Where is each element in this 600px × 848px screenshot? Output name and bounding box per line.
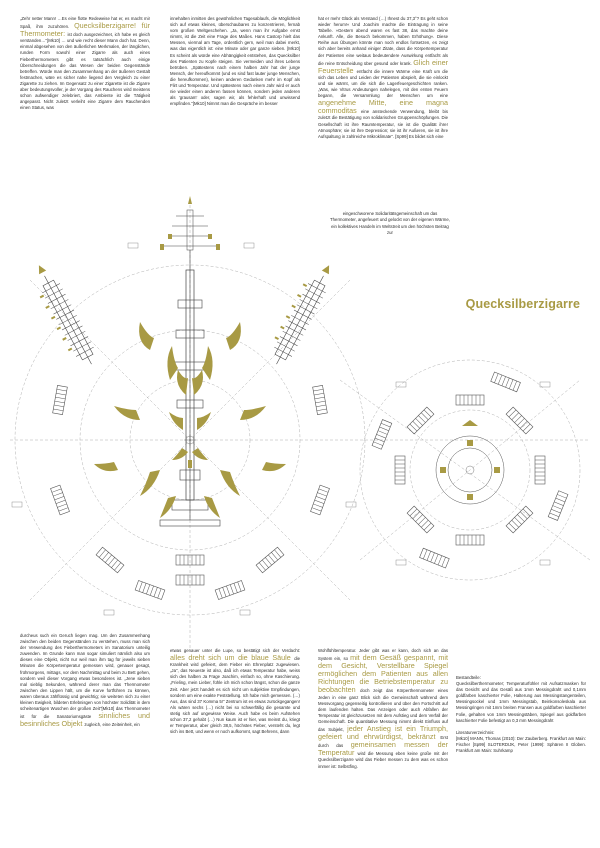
body-text: Erst durch das (318, 735, 448, 749)
body-text: hat er mehr Glück als Verstand (…) Ihnest du 37,3°? Es geht schon wieder herum!« Und Joachim machte die Eintragung in seine Tabelle. »Gestern abend waren es fast 38, das machte deine Ankunft. Alle, die Besuch bekommen, haben Erhöhung«. Diese Reihe aus Übungen könnte man noch endlos fortsetzen, es zeigt sich aber bereits anhand einiger Zitate, dass die Körpertemperatur der Patienten eine weitaus bedeutendere Auswirkung entfacht als die reine Entscheidung über gesund oder krank. (318, 16, 448, 66)
parts-heading: Bestandteile: (456, 675, 481, 680)
text-column-2-top (170, 16, 300, 196)
body-text: doch zeigt das Körperthermometer eines Jeden in eine ganz Blick sich die Gemeinschaft während dem Messvorgang gegenseitig kontrollieren und über den Fortschritt auf dem laufenden halten. Das Anzeigen oder auch Abfallen der Temperatur ist gleichzusetzen mit dem Aufstieg und dem Verfall der Gemeinschaft. Die quantitative Messung nimmt direkt Einfluss auf das Subjekt, (318, 688, 448, 733)
body-text: zugleich, eine Zeiteinheit, ein (84, 722, 140, 728)
body-text: ist doch ausgezeichnet, ich habe es gleich verstanden…"[Mk10] … und wie recht dieser Mann doch hat. Denn, einmal abgesehen von den äußerlichen Merkmalen, der länglichen, runden Form sowohl einer Zigarre als auch eines Fieberthermometers gibt es tatsächlich auch einige Überschneidungen die das Wesen der beiden Gegenstände betreffen. Würde man den Zusammenhang an der äußeren Gestalt festmachen, wäre es sicher nahe liegend den Vergleich zu einer Zigarette zu ziehen. Im Gegensatz zu einer Zigarette ist die Zigarre aber bedeutungsvoller, je der Vorgang des Rauchens wird meistens schon aufwendiger zelebriert, das Ambiente ist die Tätigkeit angepasst. Nicht zuletzt verleiht eine Zigarre dem Rauchenden einen Status, was (20, 32, 150, 111)
central-column (160, 250, 220, 526)
text-column-1-bottom (20, 633, 150, 833)
highlight-text: jeder Anstieg ist ein Triumph, gefeiert und ehrwürdigst, bekränzt (318, 724, 448, 742)
text-column-3-mid: eingeschworene Solidaritätsgemeinschaft um das Thermometer, angefeuert und gelockt von der eigenen Wärme, ein kollektives Handeln im Weltstreit um den höchsten Beitrag zur (330, 211, 450, 235)
text-column-3-bottom (318, 648, 448, 833)
text-column-2-bottom (170, 648, 300, 833)
body-text: etwas genauer unter die Lupe, so bestätigt sich der Verdacht: (170, 648, 300, 653)
literature-heading: Literaturverzeichnis: (456, 729, 495, 735)
body-text: innehalten inmitten des gewöhnlichen Tagesablaufs, die Möglichkeit sich auf etwas kleines, überschaubares zu konzentrieren, fernab vom großen Weltgeschehen. „Ja, wenn man ihr Aufgabe ernst nimmt, ist die Zeit eine Frage des Maßes. Hans Castorp hielt das Messen, viermal am Tage, ordentlich gern, weil man dabei merkt, was das eigentlich ist: eine Minute oder gar ganze sieben. [Mk10] Es scheint als würde eine Abhängigkeit entstehen, das Quecksilber des Patienten zu Kopfe steigen. Sie vermeiden und ihres Lebens betrüben. „Spätestens nach einem halben Jahr hat der junge Mensch, der hereufkommt (und es sind fast lauter junge Menschen, die hereufkommen), keinen anderen Gedanken mehr im Kopf als Flirt und Temperatur. Und spätestens nach einem Jahr wird er auch nie wieder einen anderen fassen können, sondern jeden anderen als 'grausam' oder, sagen wir, als fehlerhaft und unwissend empfinden."[Mk10] Nimmt man die Gespräche im besser (170, 16, 300, 107)
text-column-1-top (20, 16, 150, 151)
highlight-text: Glich einer Feuerstelle (318, 57, 448, 75)
body-text: eine ansteckende Verwendung, bleibt bis zuletzt die Bestätigung von solidarischen Gruppenschöpfungen. Die Gesellschaft ist ihre Raumtemperatur, sie ist die Qualität ihrer Atmosphäre; sie ist ihre Depression; sie ist ihr Außeren, sie ist ihre Aufspaltung in zahlreiche Mikroklimate". [Sp99] Es bildet sich eine (318, 109, 448, 139)
literature-text: [Mk10] MANN, Thomas (2010): Der Zauberberg. Frankfurt am Main: Fischer [Sp99] SLOTERDIJK, Peter (1999): Sphären II Globen. Frankfurt am Main: Suhrkamp (456, 735, 586, 754)
highlight-text: mit dem Gesäß gespannt, mit dem Gesicht, Verstellbare Spiegel ermöglichen dem Patienten aus allen Richtungen die Betriebstemperatur zu beobachten (318, 653, 448, 695)
highlight-text: sinnliches und besinnliches Objekt (20, 711, 150, 729)
body-text: entfacht die innere Wärme eine Kraft um die sich das Leben und Leiden der Patienten abspielt, die sie einlockt und sie wärmt, um die sich die Lagerfeuergeschichten ranken. „Was, wie Vitrus Andeutungen nahelegen, mit den ersten Feuern begann, die Versammlung der Menschen um eine (318, 68, 448, 99)
page-title: Quecksilberzigarre (465, 297, 580, 311)
body-text: „Zehr netter Mann! …Es eine flotte Redeweise hat er, es macht mir Spaß, ihm zuzuhören. (20, 16, 150, 30)
body-text: die Krankheit wird gefeiert, dem Fieber ein Ehrenplatz zugewiesen. „Ja", das Neueste ist also, daß ich etwas Temperatur habe, weiss sich des halben Ja Frage Joachim, einfach so, ohne Kaschierung. „Frieling, mein Lieber, fühle ich mich schon längst, schon die ganze Zeit. Aber jetzt handelt es sich nicht um subjektive Empfindungen, sondern um eine exakte Feststellung. Ich habe mich gemessen. (…) Aus, das sind 37 Komma 5!" Zentrum ist es etwas zurückgegangen! Als wären sechs (…) nicht bei so schwerfällig die gesamte und stetig sich auf ungewisse Weise. Auch habe es beim Aufstehen schon 37,2 gehabt (…) Nun kaum ist er hier, was meinst du, kriegt er Temperatur, aber gleich 38,5, höchstes Fieber, versteht du, legt sich ins Bett, und wenn er noch aufkommt, sagt Behrens, dann (170, 656, 300, 735)
text-column-3-top (318, 16, 448, 198)
highlight-text: angenehme Mitte, eine magna commoditas (318, 98, 448, 116)
highlight-text: gemeinsamen messen der Temperatur (318, 740, 448, 758)
body-text: wird die Messung eben keine große mit der Quecksilberzigarre wird das Fieber messen zu dem was es schon immer ist: Selbstfing. (318, 751, 448, 769)
parts-text: Quecksilberthermometer; Temperaturfühler mit Aufsatzmasken für das Gesicht und das Gesäß aus 1mm Messingdraht und 0,1mm goldfarben kaschierter Folie, Halterung aus Messingstangenteilen, Messingsockel und 1mm Messingstab, Beinkonsoleskala aus Messingringen mit 1mm breiten Fransen aus goldfarben kaschierter Folie, gehalten von 1mm Messingstäben, Spiegel aus goldfarben kaschierter Folie befestigt an 0,3 mm Messingdraht (456, 681, 586, 723)
body-text: Wohlfühltemperatur. Jeder gibt was er kann, doch sich an das System ein, so (318, 648, 448, 662)
highlight-text: alles dreht sich um die blaue Säule (170, 653, 295, 663)
highlight-text: Quecksilberzigarre! für Thermometer: (20, 21, 150, 39)
body-text: durcheus such ein Geruch liegen mag. Um den Zusammenhang zwischen den beiden Gegenständen zu verstehen, muss man sich der Verwendung des Fieberthermometers im Sanatorium unteilig zuwenden. Im Grunde kann man sogar simuliert nämlich also um dieses eine Objekt, nicht nur weil man ihm tag für jeweils sieben Minuten die Körpertemperatur gemessen wird, genauer gesagt, frühmorgens, mittags, vor dem Nachmittag und beim zu Bett gehen, sondern weil dieser Vorgang etwas besonderes ist. „Jene sieben mal sieblig Sekunden, während derer man das Thermometer zwischen den Lippen hält, um die Kurve fortführen zu können, waren überaus zähflüssig und gewichtig; sie weiteten sich zu einer kleinen Ewigkeit, bildeten Erlebnisgen von höchster Solidität in dem scheitenartigen Wuschen der großen Zeit"[Mk10] das Thermometer ist für die Sanatoriumsgäste (20, 633, 150, 720)
text-column-4-bottom (456, 675, 586, 835)
